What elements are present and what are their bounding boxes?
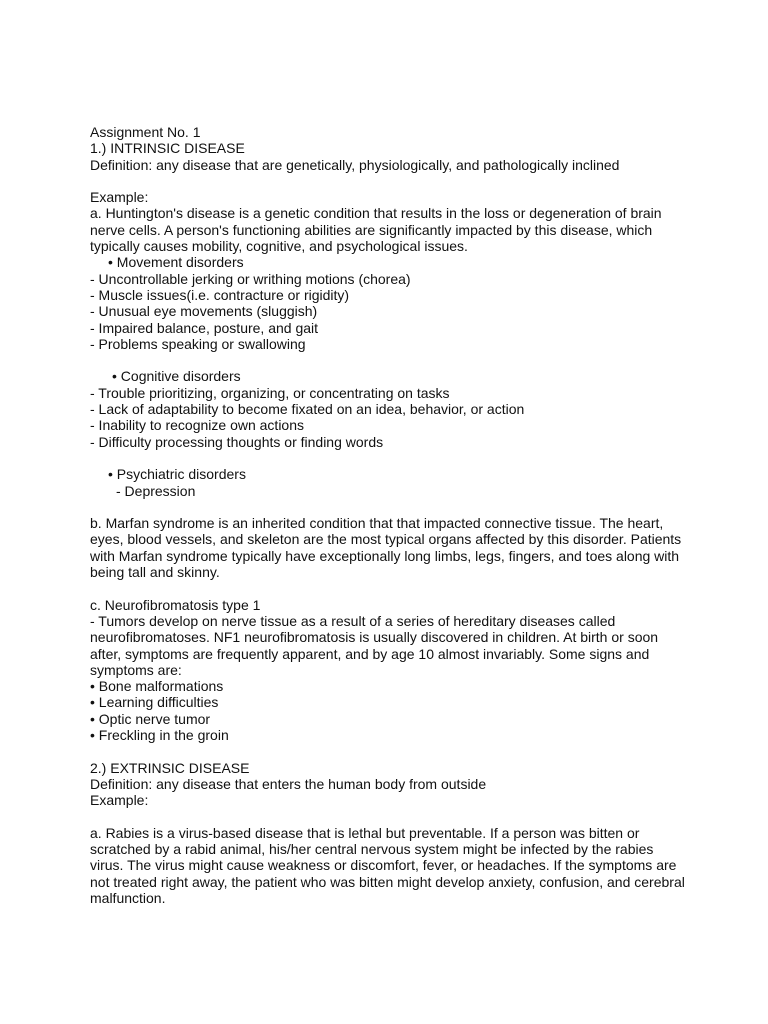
assignment-title: Assignment No. 1 <box>90 124 201 140</box>
intrinsic-definition: Definition: any disease that are genetically, physiologically, and pathologically inclined <box>90 156 620 173</box>
list-item: - Difficulty processing thoughts or finding words <box>90 433 384 450</box>
intrinsic-heading: 1.) INTRINSIC DISEASE <box>90 140 245 157</box>
neurofibromatosis-title: c. Neurofibromatosis type 1 <box>90 596 261 613</box>
blank-line <box>90 499 690 515</box>
intrinsic-example-label: Example: <box>90 189 149 206</box>
neurofibromatosis-paragraph-line: neurofibromatoses. NF1 neurofibromatosis is usually discovered in children. At birth or soon <box>90 629 659 646</box>
list-item: • Optic nerve tumor <box>90 710 211 727</box>
list-item: - Impaired balance, posture, and gait <box>90 319 319 336</box>
list-item: - Lack of adaptability to become fixated on an idea, behavior, or action <box>90 401 525 418</box>
huntington-paragraph-line: nerve cells. A person's functioning abilities are significantly impacted by this disease, which <box>90 221 653 238</box>
extrinsic-definition: Definition: any disease that enters the human body from outside <box>90 775 487 792</box>
blank-line <box>90 808 690 824</box>
extrinsic-example-label: Example: <box>90 792 149 809</box>
rabies-paragraph-line: scratched by a rabid animal, his/her central nervous system might be infected by the rabies <box>90 841 654 858</box>
list-item: - Depression <box>116 482 196 499</box>
list-item: - Muscle issues(i.e. contracture or rigidity) <box>90 286 350 303</box>
blank-line <box>90 580 690 596</box>
rabies-paragraph-line: not treated right away, the patient who was bitten might develop anxiety, confusion, and cerebral <box>90 873 685 890</box>
neurofibromatosis-paragraph-line: after, symptoms are frequently apparent, and by age 10 almost invariably. Some signs and <box>90 645 650 662</box>
list-item: • Learning difficulties <box>90 694 219 711</box>
marfan-paragraph-line: eyes, blood vessels, and skeleton are the most typical organs affected by this disorder. Patients <box>90 531 682 548</box>
extrinsic-heading: 2.) EXTRINSIC DISEASE <box>90 759 250 776</box>
psychiatric-disorders-heading: • Psychiatric disorders <box>108 466 246 483</box>
marfan-paragraph-line: being tall and skinny. <box>90 564 220 581</box>
list-item: - Problems speaking or swallowing <box>90 335 306 352</box>
blank-line <box>90 173 690 189</box>
list-item: - Uncontrollable jerking or writhing motions (chorea) <box>90 270 411 287</box>
huntington-paragraph-line: a. Huntington's disease is a genetic condition that results in the loss or degeneration of brain <box>90 205 662 222</box>
blank-line <box>90 743 690 759</box>
list-item: - Inability to recognize own actions <box>90 417 304 434</box>
document-body <box>90 124 690 906</box>
blank-line <box>90 352 690 368</box>
rabies-paragraph-line: malfunction. <box>90 889 166 906</box>
neurofibromatosis-paragraph-line: symptoms are: <box>90 661 182 678</box>
rabies-paragraph-line: virus. The virus might cause weakness or discomfort, fever, or headaches. If the symptoms are <box>90 857 677 874</box>
marfan-paragraph-line: b. Marfan syndrome is an inherited condition that that impacted connective tissue. The heart, <box>90 515 664 532</box>
neurofibromatosis-paragraph-line: - Tumors develop on nerve tissue as a result of a series of hereditary diseases called <box>90 612 616 629</box>
huntington-paragraph-line: typically causes mobility, cognitive, and psychological issues. <box>90 238 468 255</box>
marfan-paragraph-line: with Marfan syndrome typically have exceptionally long limbs, legs, fingers, and toes along with <box>90 547 680 564</box>
rabies-paragraph-line: a. Rabies is a virus-based disease that is lethal but preventable. If a person was bitten or <box>90 824 640 841</box>
movement-disorders-heading: • Movement disorders <box>108 254 244 271</box>
list-item: • Freckling in the groin <box>90 726 229 743</box>
list-item: - Unusual eye movements (sluggish) <box>90 303 318 320</box>
cognitive-disorders-heading: • Cognitive disorders <box>112 368 241 385</box>
blank-line <box>90 450 690 466</box>
list-item: • Bone malformations <box>90 678 224 695</box>
list-item: - Trouble prioritizing, organizing, or concentrating on tasks <box>90 384 450 401</box>
